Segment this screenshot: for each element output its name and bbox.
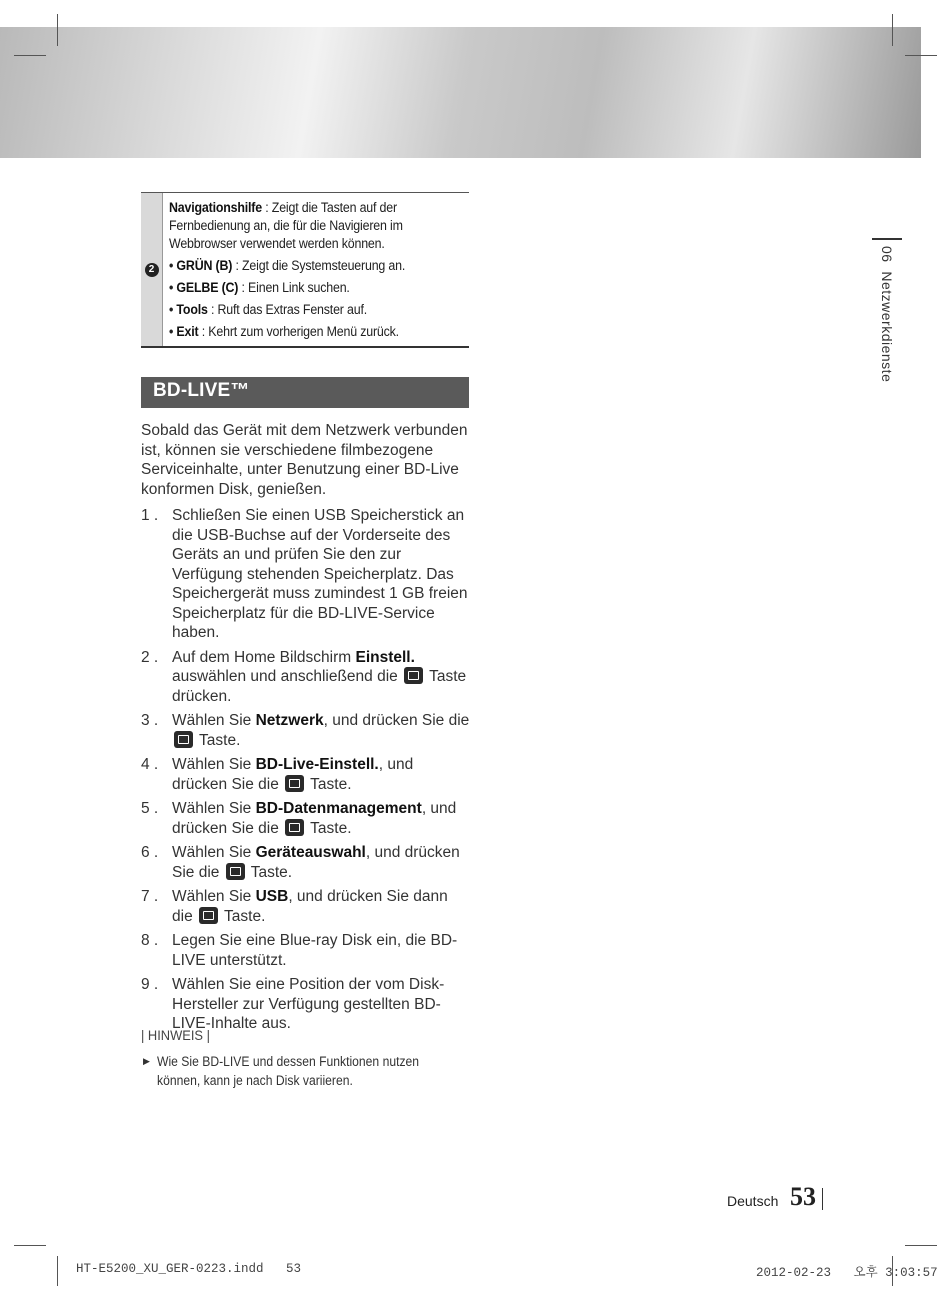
list-item [141, 648, 476, 707]
table-number-cell [141, 193, 163, 346]
step-number: 9 . [141, 976, 159, 993]
section-heading: BD-LIVE™ [141, 377, 469, 408]
step-number: 6 . [141, 844, 159, 861]
note [143, 1052, 473, 1090]
list-item [141, 711, 476, 750]
step-number: 3 . [141, 712, 159, 729]
enter-key-icon [404, 667, 423, 684]
list-item [141, 843, 476, 882]
enter-key-icon [226, 863, 245, 880]
list-item [141, 887, 476, 926]
crop-mark [892, 14, 893, 46]
table-text-cell [163, 193, 469, 346]
navigation-help-table [141, 192, 469, 348]
step-number: 5 . [141, 800, 159, 817]
triangle-bullet-icon: ▶ [143, 1056, 150, 1066]
crop-mark [57, 1256, 58, 1286]
print-slug-date: 2012-02-23 오후 3:03:57 [756, 1266, 938, 1280]
list-item [141, 975, 476, 1034]
list-item [141, 506, 476, 643]
step-number: 7 . [141, 888, 159, 905]
item-text: : Kehrt zum vorherigen Menü zurück. [198, 324, 399, 339]
step-text: Wählen Sie USB, und drücken Sie dann die Taste. [172, 888, 448, 925]
list-item [169, 257, 445, 275]
term: Tools [176, 302, 208, 317]
navigation-help-intro [169, 199, 445, 253]
divider [872, 238, 902, 240]
list-item [169, 279, 445, 297]
term: Navigationshilfe [169, 200, 262, 215]
step-number: 2 . [141, 648, 159, 666]
term: GRÜN (B) [176, 258, 233, 273]
list-item [169, 323, 445, 341]
step-text: Legen Sie eine Blue-ray Disk ein, die BD-LIVE unterstützt. [172, 932, 458, 969]
step-text: Schließen Sie einen USB Speicherstick an die USB-Buchse auf der Vorderseite des Geräts an und prüfen Sie den zur Verfügung stehenden Speicherplatz. Das Speichergerät muss zumindest 1 GB freien Speicherplatz für die BD-LIVE-Service haben. [172, 507, 468, 641]
step-number: 1 . [141, 507, 159, 524]
intro-text: : Zeigt die Tasten auf der Fernbedienung an, die für die Navigieren im Webbrowser verwendet werden können. [169, 200, 403, 251]
crop-mark [905, 1245, 937, 1246]
divider [822, 1188, 823, 1210]
enter-key-icon [174, 731, 193, 748]
step-text: Wählen Sie eine Position der vom Disk-Hersteller zur Verfügung gestellten BD-LIVE-Inhalte aus. [172, 976, 445, 1032]
step-number: 8 . [141, 932, 159, 949]
step-text: Wählen Sie Netzwerk, und drücken Sie die Taste. [172, 712, 470, 749]
crop-mark [57, 14, 58, 46]
footer-language: Deutsch [727, 1193, 779, 1209]
header-banner [0, 27, 921, 158]
note-label: | HINWEIS | [141, 1027, 210, 1043]
step-text: Wählen Sie BD-Datenmanagement, und drücken Sie die Taste. [172, 800, 457, 837]
intro-paragraph: Sobald das Gerät mit dem Netzwerk verbunden ist, können sie verschiedene filmbezogene Serviceinhalte, unter Benutzung einer BD-Live konformen Disk, genießen. [141, 422, 468, 498]
crop-mark [14, 55, 46, 56]
enter-key-icon [285, 775, 304, 792]
enter-key-icon [199, 907, 218, 924]
step-text: Wählen Sie Geräteauswahl, und drücken Sie die Taste. [172, 844, 460, 881]
step-text: Auf dem Home Bildschirm Einstell. auswählen und anschließend die Taste drücken. [172, 648, 467, 705]
page-number: 53 [790, 1182, 816, 1211]
crop-mark [905, 55, 937, 56]
step-number: 4 . [141, 756, 159, 773]
chapter-title: 06 Netzwerkdienste [879, 246, 895, 383]
term: Exit [176, 324, 199, 339]
print-slug-file: HT-E5200_XU_GER-0223.indd 53 [76, 1262, 302, 1276]
enter-key-icon [285, 819, 304, 836]
list-item [141, 755, 476, 794]
list-item [169, 301, 445, 319]
item-text: : Ruft das Extras Fenster auf. [207, 302, 367, 317]
list-item [141, 931, 476, 970]
crop-mark [14, 1245, 46, 1246]
item-text: : Zeigt die Systemsteuerung an. [232, 258, 406, 273]
key-list [169, 257, 469, 341]
number-badge: 2 [145, 263, 159, 277]
step-list [141, 506, 476, 1039]
step-text: Wählen Sie BD-Live-Einstell., und drücken Sie die Taste. [172, 756, 414, 793]
note-text: Wie Sie BD-LIVE und dessen Funktionen nutzen können, kann je nach Disk variieren. [157, 1054, 420, 1088]
item-text: : Einen Link suchen. [238, 280, 350, 295]
chapter-side-tab [880, 238, 900, 398]
term: GELBE (C) [176, 280, 239, 295]
list-item [141, 799, 476, 838]
